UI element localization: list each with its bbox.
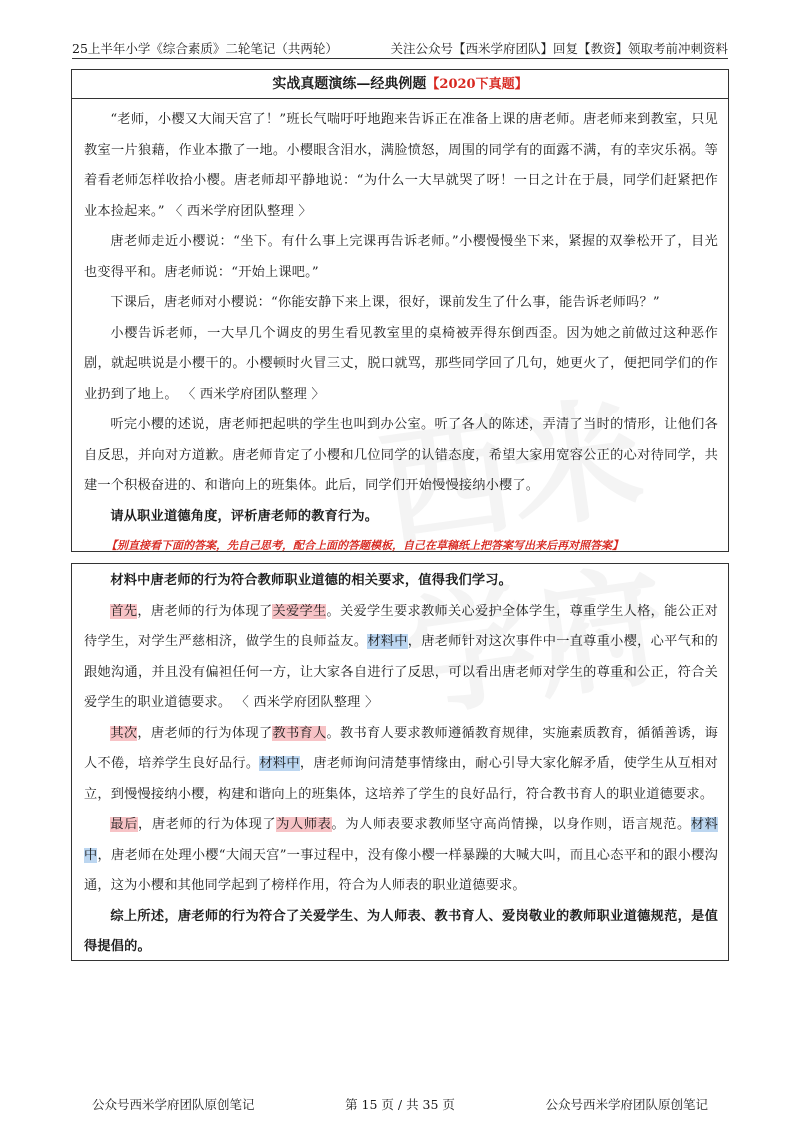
- answer-intro: 材料中唐老师的行为符合教师职业道德的相关要求，值得我们学习。: [110, 573, 513, 588]
- case-paragraph-2: 唐老师走近小樱说：“坐下。有什么事上完课再告诉老师。”小樱慢慢坐下来，紧握的双拳松开了，目光也变得平和。唐老师说：“开始上课吧。”: [84, 234, 718, 280]
- case-paragraph-4: 小樱告诉老师，一大早几个调皮的男生看见教室里的桌椅被弄得东倒西歪。因为她之前做过这种恶作剧，就起哄说是小樱干的。小樱顿时火冒三丈，脱口就骂，那些同学回了几句，她更火了，便把同学们的作业扔到了地上。 〈 西米学府团队整理 〉: [84, 325, 718, 402]
- exercise-title: [72, 70, 728, 99]
- case-paragraph-3: 下课后，唐老师对小樱说：“你能安静下来上课，很好，课前发生了什么事，能告诉老师吗？”: [110, 295, 660, 310]
- highlight-keyword: 教书育人: [272, 725, 327, 741]
- header-title: 25上半年小学《综合素质》二轮笔记（共两轮）: [72, 41, 338, 56]
- footer-right-credit: 公众号西米学府团队原创笔记: [545, 1097, 708, 1112]
- case-paragraph-1: “老师，小樱又大闹天宫了！”班长气喘吁吁地跑来告诉正在准备上课的唐老师。唐老师来到教室，只见教室一片狼藉，作业本撒了一地。小樱眼含泪水，满脸愤怒，周围的同学有的面露不满，有的幸灾乐祸。等着看老师怎样收拾小樱。唐老师却平静地说：“为什么一大早就哭了呀！一日之计在于晨，同学们赶紧把作业本捡起来。” 〈 西米学府团队整理 〉: [84, 112, 718, 219]
- highlight-material: 材料中: [259, 756, 300, 771]
- page-header: [72, 34, 728, 59]
- highlight-second: 其次: [110, 725, 138, 741]
- highlight-material: 材料中: [367, 634, 408, 649]
- highlight-first: 首先: [110, 603, 138, 619]
- exam-year-tag: 【2020下真题】: [426, 77, 528, 92]
- footer-left-credit: 公众号西米学府团队原创笔记: [92, 1097, 255, 1112]
- source-mark: 〈 西米学府团队整理 〉: [235, 695, 379, 710]
- highlight-material: 材料中: [84, 817, 718, 863]
- exercise-box: [71, 69, 729, 552]
- answer-box: [71, 563, 729, 961]
- page-number: 第 15 页 / 共 35 页: [345, 1097, 455, 1112]
- case-paragraph-5: 听完小樱的述说，唐老师把起哄的学生也叫到办公室。听了各人的陈述，弄清了当时的情形，让他们各自反思，并向对方道歉。唐老师肯定了小樱和几位同学的认错态度，希望大家用宽容公正的心对待同学，共建一个积极奋进的、和谐向上的班集体。此后，同学们开始慢慢接纳小樱了。: [84, 417, 718, 493]
- answer-point-2: 其次，唐老师的行为体现了教书育人。教书育人要求教师遵循教育规律，实施素质教育，循循善诱，诲人不倦，培养学生良好品行。材料中，唐老师询问清楚事情缘由，耐心引导大家化解矛盾，使学生从互相对立，到慢慢接纳小樱，构建和谐向上的班集体，这培养了学生的良好品行，符合教书育人的职业道德要求。: [84, 725, 718, 802]
- answer-warning-note: 【别直接看下面的答案，先自己思考，配合上面的答题模板，自己在草稿纸上把答案写出来后再对照答案】: [106, 539, 623, 552]
- source-mark: 〈 西米学府团队整理 〉: [182, 386, 325, 402]
- source-mark: 〈 西米学府团队整理 〉: [169, 203, 312, 219]
- header-promo: 关注公众号【西米学府团队】回复【教资】领取考前冲刺资料: [390, 41, 728, 56]
- answer-conclusion: 综上所述，唐老师的行为符合了关爱学生、为人师表、教书育人、爱岗敬业的教师职业道德规范，是值得提倡的。: [84, 908, 718, 954]
- question-prompt: 请从职业道德角度，评析唐老师的教育行为。: [110, 508, 379, 524]
- highlight-keyword: 关爱学生: [272, 603, 327, 619]
- exercise-title-text: 实战真题演练—经典例题: [272, 76, 427, 92]
- highlight-last: 最后: [110, 817, 139, 832]
- highlight-keyword: 为人师表: [276, 817, 332, 832]
- answer-point-3: 最后，唐老师的行为体现了为人师表。为人师表要求教师坚守高尚情操，以身作则，语言规范。材料中，唐老师在处理小樱“大闹天宫”一事过程中，没有像小樱一样暴躁的大喊大叫，而且心态平和的跟小樱沟通，这为小樱和其他同学起到了榜样作用，符合为人师表的职业道德要求。: [84, 817, 718, 893]
- answer-point-1: 首先，唐老师的行为体现了关爱学生。关爱学生要求教师关心爱护全体学生，尊重学生人格，能公正对待学生，对学生严慈相济，做学生的良师益友。材料中，唐老师针对这次事件中一直尊重小樱，心平气和的跟她沟通，并且没有偏袒任何一方，让大家各自进行了反思，可以看出唐老师对学生的尊重和公正，符合关爱学生的职业道德要求。 〈 西米学府团队整理 〉: [84, 603, 718, 710]
